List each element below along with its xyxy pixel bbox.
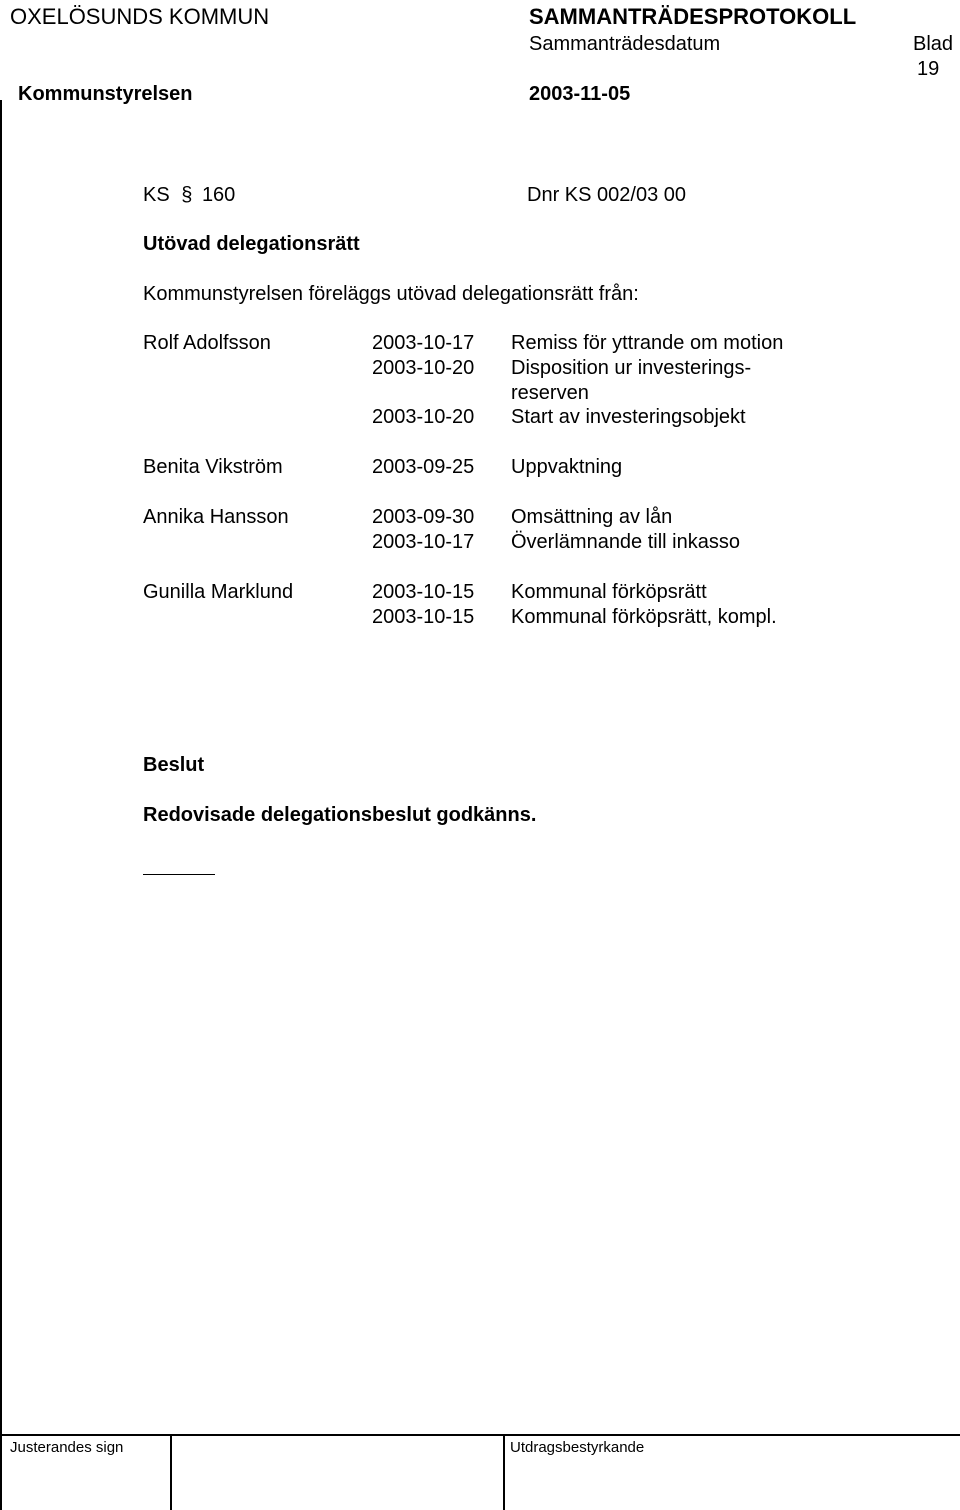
delegation-text: Omsättning av lån <box>511 506 673 528</box>
delegation-text: Disposition ur investerings- <box>511 357 752 379</box>
delegation-text: Kommunal förköpsrätt, kompl. <box>511 606 777 628</box>
decision-text: Redovisade delegationsbeslut godkänns. <box>143 804 537 826</box>
section-number-value: 160 <box>201 184 236 206</box>
delegation-date: 2003-09-25 <box>372 456 475 478</box>
delegation-date: 2003-10-15 <box>372 581 475 603</box>
section-prefix: KS <box>143 184 170 206</box>
section-intro: Kommunstyrelsen föreläggs utövad delegationsrätt från: <box>143 283 639 305</box>
decision-heading: Beslut <box>143 754 205 776</box>
delegation-date: 2003-10-15 <box>372 606 475 628</box>
delegation-text: Uppvaktning <box>511 456 623 478</box>
page-number: 19 <box>917 58 940 80</box>
section-number <box>143 183 235 208</box>
delegation-text: Överlämnande till inkasso <box>511 531 740 553</box>
date-label: Sammanträdesdatum <box>529 33 721 55</box>
footer-top-line <box>0 1434 960 1436</box>
committee-name: Kommunstyrelsen <box>18 83 193 105</box>
delegation-date: 2003-10-20 <box>372 357 475 379</box>
delegation-text-continued: reserven <box>511 382 589 404</box>
delegation-text: Start av investeringsobjekt <box>511 406 746 428</box>
delegation-date: 2003-09-30 <box>372 506 475 528</box>
delegate-name: Benita Vikström <box>143 456 283 478</box>
delegation-date: 2003-10-20 <box>372 406 475 428</box>
section-title: Utövad delegationsrätt <box>143 233 360 255</box>
delegate-name: Annika Hansson <box>143 506 289 528</box>
justerandes-sign-label: Justerandes sign <box>10 1439 124 1456</box>
section-sign-icon: § <box>181 184 193 206</box>
delegation-text: Kommunal förköpsrätt <box>511 581 707 603</box>
footer-divider <box>503 1434 505 1510</box>
left-margin-line <box>0 100 2 1510</box>
municipality-name: OXELÖSUNDS KOMMUN <box>10 4 270 29</box>
footer-divider <box>170 1434 172 1510</box>
delegation-date: 2003-10-17 <box>372 531 475 553</box>
delegation-text: Remiss för yttrande om motion <box>511 332 784 354</box>
meeting-date: 2003-11-05 <box>529 83 631 105</box>
delegate-name: Gunilla Marklund <box>143 581 294 603</box>
diary-number: Dnr KS 002/03 00 <box>527 184 686 206</box>
page-label: Blad <box>913 33 954 55</box>
document-type: SAMMANTRÄDESPROTOKOLL <box>529 4 857 29</box>
delegation-date: 2003-10-17 <box>372 332 475 354</box>
delegate-name: Rolf Adolfsson <box>143 332 271 354</box>
end-rule <box>143 874 215 875</box>
utdragsbestyrkande-label: Utdragsbestyrkande <box>510 1439 645 1456</box>
